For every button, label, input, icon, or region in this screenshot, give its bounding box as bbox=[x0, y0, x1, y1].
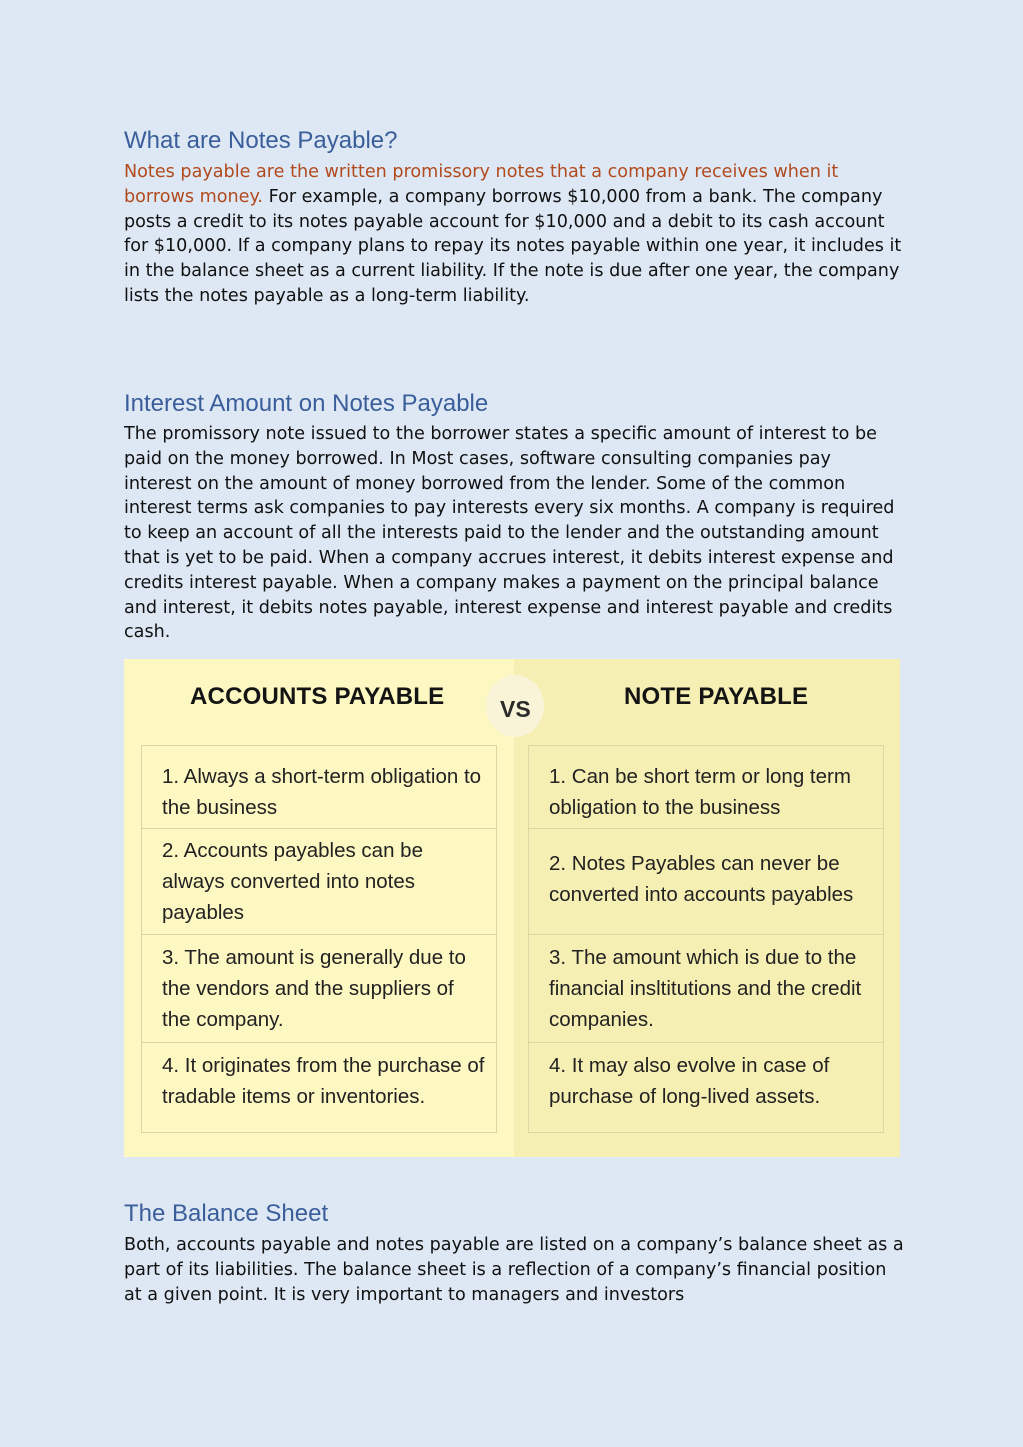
list-item bbox=[529, 746, 883, 829]
comparison-infographic bbox=[124, 659, 900, 1157]
section-paragraph-interest-amount: The promissory note issued to the borrower states a specific amount of interest to be paid on the money borrowed. In Most cases, software consulting companies pay interest on the amount of money borrowed from the lender. Some of the common interest terms ask companies to pay interests every six months. A company is required to keep an account of all the interests paid to the lender and the outstanding amount that is yet to be paid. When a company accrues interest, it debits interest expense and credits interest payable. When a company makes a payment on the principal balance and interest, it debits notes payable, interest expense and interest payable and credits cash. bbox=[124, 424, 895, 643]
paragraph-body: For example, a company borrows $10,000 from a bank. The company posts a credit to its notes payable account for $10,000 and a debit to its cash account for $10,000. If a company plans to repay its notes payable within one year, it includes it in the balance sheet as a current liability. If the note is due after one year, the company lists the notes payable as a long-term liability. bbox=[124, 186, 902, 306]
accounts-payable-title: ACCOUNTS PAYABLE bbox=[190, 683, 445, 710]
section-paragraph-balance-sheet: Both, accounts payable and notes payable are listed on a company’s balance sheet as a part of its liabilities. The balance sheet is a reflection of a company’s financial position at a given point. It is very important to managers and investors bbox=[124, 1235, 904, 1305]
note-payable-title: NOTE PAYABLE bbox=[624, 683, 809, 710]
vs-label: VS bbox=[500, 696, 531, 722]
section-paragraph-notes-payable bbox=[124, 160, 904, 309]
list-item bbox=[529, 1043, 883, 1132]
list-item-text: 4. It originates from the purchase of tradable items or inventories. bbox=[162, 1054, 485, 1108]
section-heading-balance-sheet: The Balance Sheet bbox=[124, 1200, 329, 1227]
highlighted-definition: Notes payable are the written promissory notes that a company receives when it borrows money. bbox=[124, 162, 839, 207]
list-item-text: 3. The amount which is due to the financial insltitutions and the credit companies. bbox=[549, 946, 862, 1031]
list-item bbox=[529, 935, 883, 1043]
list-item-text: 2. Notes Payables can never be converted into accounts payables bbox=[549, 852, 854, 906]
list-item-text: 3. The amount is generally due to the vendors and the suppliers of the company. bbox=[162, 946, 466, 1031]
note-payable-list bbox=[528, 745, 884, 1133]
list-item bbox=[142, 829, 496, 935]
list-item-text: 2. Accounts payables can be always converted into notes payables bbox=[162, 839, 423, 924]
list-item-text: 1. Always a short-term obligation to the business bbox=[162, 765, 482, 819]
section-heading-interest-amount: Interest Amount on Notes Payable bbox=[124, 390, 489, 417]
list-item bbox=[142, 1043, 496, 1132]
list-item bbox=[142, 935, 496, 1043]
list-item bbox=[142, 746, 496, 829]
section-heading-notes-payable: What are Notes Payable? bbox=[124, 127, 398, 154]
list-item-text: 1. Can be short term or long term obligation to the business bbox=[549, 765, 851, 819]
list-item-text: 4. It may also evolve in case of purchase of long-lived assets. bbox=[549, 1054, 830, 1108]
list-item bbox=[529, 829, 883, 935]
accounts-payable-list bbox=[141, 745, 497, 1133]
